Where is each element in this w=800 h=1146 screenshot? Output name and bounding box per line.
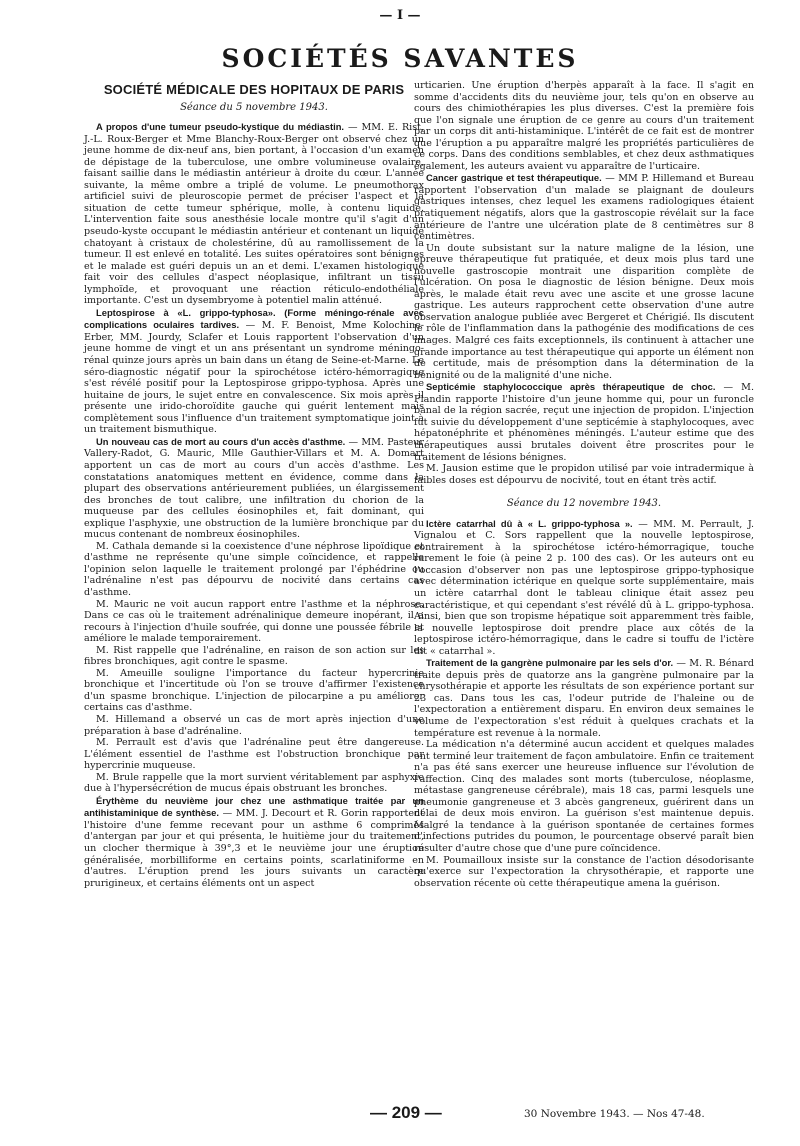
paragraph [414, 518, 754, 658]
paragraph [414, 855, 754, 890]
paragraph-text: M. Poumailloux insiste sur la constance de l'action désodorisante qu'exerce sur l'expectoration la chrysothérapie, et rapporte une observation récente où cette thérapeutique amena la guérison. [414, 854, 754, 889]
paragraph-text: — M. R. Bénard traite depuis près de quatorze ans la gangrène pulmonaire par la chrysothérapie et apporte les résultats de son expérience portant sur 23 cas. Dans tous les cas, l'odeur putride de l'haleine ou de l'expectoration a entièrement disparu. En environ deux semaines le volume de l'expectoration s'est réduit à quelques crachats et la température est revenue à la normale. [414, 658, 754, 739]
masthead: SOCIÉTÉS SAVANTES [221, 44, 579, 73]
left-column [84, 80, 424, 889]
paragraph-text: M. Hillemand a observé un cas de mort après injection d'une préparation à base d'adrénaline. [84, 713, 424, 737]
paragraph [414, 657, 754, 739]
paragraph-text: M. Jausion estime que le propidon utilisé par voie intradermique à faibles doses est dépourvu de nocivité, tout en étant très actif. [414, 463, 754, 486]
paragraph [84, 541, 424, 599]
paragraph [84, 668, 424, 714]
paragraph [84, 714, 424, 737]
seance-date-1: Séance du 5 novembre 1943. [180, 101, 328, 113]
paragraph [414, 381, 754, 463]
communication-title: Érythème du neuvième jour chez une asthmatique traitée par un antihistaminique de synthèse. [84, 794, 424, 819]
paragraph [84, 795, 424, 889]
communication-title: Ictère catarrhal dû à « L. grippo-typhosa ». [426, 517, 633, 529]
paragraph-text: M. Ameuille souligne l'importance du facteur hypercrinie bronchique et l'incertitude où l'on se trouve d'affirmer l'existence d'un spasme bronchique. L'injection de pilocarpine a pu améliorer certains cas d'asthme. [84, 667, 424, 714]
paragraph [414, 243, 754, 382]
paragraph-text: — MM P. Hillemand et Bureau rapportent l'observation d'un malade se plaignant de douleurs gastriques intenses, chez lequel les examens radiologiques étaient pratiquement négatifs, alors que la gastroscopie révélait sur la face antérieure de l'antre une ulcération plate de 8 centimètres sur 8 centimètres. [414, 173, 754, 243]
communication-title: Traitement de la gangrène pulmonaire par les sels d'or. [426, 657, 674, 669]
paragraph-text: Un doute subsistant sur la nature maligne de la lésion, une épreuve thérapeutique fut pratiquée, et deux mois plus tard une nouvelle gastroscopie montrait une disparition complète de l'ulcération. On posa le diagnostic de lésion bénigne. Deux mois après, le malade était revu avec une ascite et une grosse lacune gastrique. Les auteurs rapprochent cette observation d'une autre observation analogue publiée avec Bergeret et Chérigié. Ils discutent le rôle de l'inflammation dans la pathogénie des modifications de ces images. Malgré ces faits exceptionnels, ils continuent à attacher une grande importance au test thérapeutique qui apporte un élément non de certitude, mais de présomption dans la détermination de la bénignité ou de la malignité d'une niche. [414, 242, 754, 381]
communication-title: Septicémie staphylococcique après thérapeutique de choc. [426, 381, 716, 393]
paragraph [414, 739, 754, 854]
paragraph-text: — M. F. Benoist, Mme Kolochine-Erber, MM. Jourdy, Sclafer et Louis rapportent l'observation d'un jeune homme de vingt et un ans présentant un syndrome méningo-rénal quinze jours après un bain dans un étang de Seine-et-Marne. Le séro-diagnostic négatif pour la spirochétose ictéro-hémorragique s'est révélé positif pour la Leptospirose grippo-typhosa. Après une huitaine de jours, le sujet entre en convalescence. Six mois après il présente une irido-choroïdite gauche qui guérit lentement mais complètement sous l'influence d'un traitement symptomatique joint à un traitement bismuthique. [84, 320, 424, 436]
paragraph-text: — MM. M. Perrault, J. Vignalou et C. Sors rappellent que la nouvelle leptospirose, contrairement à la spirochétose ictéro-hémorragique, touche rarement le foie (à peine 2 p. 100 des cas). Or les auteurs ont eu l'occasion d'observer non pas une leptospirose grippo-typhosique avec détermination ictérique en quelque sorte supplémentaire, mais un ictère catarrhal dont le tableau clinique était assez peu caractéristique, et qui cependant s'est révélé dû à L. grippo-typhosa. Ainsi, bien que son tropisme hépatique soit apparemment très faible, la nouvelle leptospirose doit prendre place aux côtés de la leptospirose ictéro-hémorragique, dans le cadre si touffu de l'ictère dit « catarrhal ». [414, 518, 754, 657]
folio: — I — [379, 8, 421, 23]
right-column-body-1 [414, 80, 754, 486]
paragraph-text: — MM. E. Rist, J.-L. Roux-Berger et Mme Blanchy-Roux-Berger ont observé chez un jeune homme de dix-neuf ans, bien portant, à l'occasion d'un examen de dépistage de la tuberculose, une ombre volumineuse ovalaire, faisant saillie dans le médiastin antérieur à droite du cœur. L'année suivante, la même ombre a triplé de volume. Le pneumothorax artificiel suivi de pleuroscopie permet de préciser l'aspect et la situation de cette tumeur sphérique, molle, à contenu liquide. L'intervention faite sous anesthésie locale montre qu'il s'agit d'un pseudo-kyste occupant le médiastin antérieur et contenant un liquide chatoyant à cristaux de cholestérine, dû au ramollissement de la tumeur. Il est enlevé en totalité. Les suites opératoires sont bénignes et le malade est guéri depuis un an et demi. L'examen histologique fait voir des cellules d'aspect néoplasique, infiltrant un tissu lymphoïde, et provoquant une réaction réticulo-endothéliale importante. C'est un dysembryome à potentiel malin atténué. [84, 122, 424, 307]
paragraph-text: M. Cathala demande si la coexistence d'une néphrose lipoïdique et d'asthme ne représente qu'une simple coïncidence, et rappelle l'opinion selon laquelle le traitement prolongé par l'éphédrine ou l'adrénaline n'est pas dépourvu de nocivité dans certains cas d'asthme. [84, 540, 424, 598]
seance-date-2: Séance du 12 novembre 1943. [506, 498, 662, 510]
paragraph [84, 645, 424, 668]
paragraph-text: M. Rist rappelle que l'adrénaline, en raison de son action sur les fibres bronchiques, agit contre le spasme. [84, 644, 424, 668]
paragraph-text: — M. Flandin rapporte l'histoire d'un jeune homme qui, pour un furoncle banal de la région sacrée, reçut une injection de propidon. L'injection fut suivie du développement d'une septicémie à staphylocoques, avec hépatonéphrite et phénomènes méningés. L'auteur estime que des thérapeutiques aussi brutales doivent être proscrites pour le traitement de lésions bénignes. [414, 382, 754, 463]
paragraph [84, 436, 424, 541]
paragraph [84, 599, 424, 645]
left-column-body [84, 121, 424, 889]
communication-title: Un nouveau cas de mort au cours d'un accès d'asthme. [96, 435, 346, 447]
communication-title: Cancer gastrique et test thérapeutique. [426, 172, 602, 184]
paragraph [84, 772, 424, 795]
paragraph-text: M. Mauric ne voit aucun rapport entre l'asthme et la néphrose. Dans ce cas où le traitement adrénalinique demeure inopérant, il a recours à l'injection d'huile soufrée, qui donne une poussée fébrile et améliore le malade temporairement. [84, 598, 424, 645]
right-column [414, 80, 754, 889]
paragraph [84, 121, 424, 307]
section-title: SOCIÉTÉ MÉDICALE DES HOPITAUX DE PARIS [103, 82, 405, 97]
paragraph [84, 737, 424, 772]
paragraph-text: — MM. J. Decourt et R. Gorin rapportent l'histoire d'une femme recevant pour un asthme 6 comprimés d'antergan par jour et qui présenta, le huitième jour du traitement, un clocher thermique à 39°,3 et le neuvième jour une éruption généralisée, morbilliforme en certains points, scarlatiniforme en d'autres. L'éruption prend les jours suivants un caractère prurigineux, et certains éléments ont un aspect [84, 808, 424, 889]
communication-title: Leptospirose à «L. grippo-typhosa». (Forme méningo-rénale avec complications oculaires tardives. [84, 306, 424, 331]
paragraph [84, 307, 424, 436]
right-column-body-2 [414, 518, 754, 890]
paragraph [414, 80, 754, 172]
paragraph [414, 463, 754, 486]
paragraph-text: urticarien. Une éruption d'herpès apparaît à la face. Il s'agit en somme d'accidents dits du neuvième jour, tels qu'on en observe au cours des chimiothérapies les plus diverses. C'est la première fois que l'on signale une éruption de ce genre au cours d'un traitement par un corps dit anti-histaminique. L'intérêt de ce fait est de montrer que l'éruption a pu apparaître malgré les propriétés particulières de ce corps. Dans des conditions semblables, et chez deux asthmatiques également, les auteurs avaient vu apparaître de l'urticaire. [414, 80, 754, 172]
paragraph-text: La médication n'a déterminé aucun accident et quelques malades ont terminé leur traitement de façon ambulatoire. Enfin ce traitement n'a pas été sans exercer une heureuse influence sur l'évolution de l'affection. Cinq des malades sont morts (tuberculose, néoplasme, métastase gangreneuse cérébrale), mais 18 cas, parmi lesquels une pneumonie gangreneuse et 3 abcès gangreneux, guérirent dans un délai de deux mois environ. La guérison s'est maintenue depuis. Malgré la tendance à la guérison spontanée de certaines formes d'infections putrides du poumon, le pourcentage observé paraît bien résulter d'autre chose que d'une pure coïncidence. [414, 739, 754, 854]
issue-date: 30 Novembre 1943. — Nos 47-48. [524, 1108, 705, 1120]
communication-title: A propos d'une tumeur pseudo-kystique du médiastin. [96, 121, 345, 133]
paragraph-text: M. Perrault est d'avis que l'adrénaline peut être dangereuse. L'élément essentiel de l'asthme est l'obstruction bronchique par hypercrinie muqueuse. [84, 737, 424, 772]
page-number: — 209 — [370, 1103, 442, 1122]
paragraph-text: — MM. Pasteur Vallery-Radot, G. Mauric, Mlle Gauthier-Villars et M. A. Domart apportent un cas de mort au cours d'un accès d'asthme. Les constatations anatomiques mettent en évidence, comme dans la plupart des observations antérieurement publiées, un élargissement des bronches de tout calibre, une infiltration du chorion de la muqueuse par des cellules éosinophiles et, fait dominant, qui explique l'asphyxie, une obstruction de la lumière bronchique par du mucus contenant de nombreux éosinophiles. [84, 436, 424, 541]
paragraph-text: M. Brule rappelle que la mort survient véritablement par asphyxie due à l'hypersécrétion de mucus épais obstruant les bronches. [84, 771, 424, 795]
paragraph [414, 172, 754, 242]
